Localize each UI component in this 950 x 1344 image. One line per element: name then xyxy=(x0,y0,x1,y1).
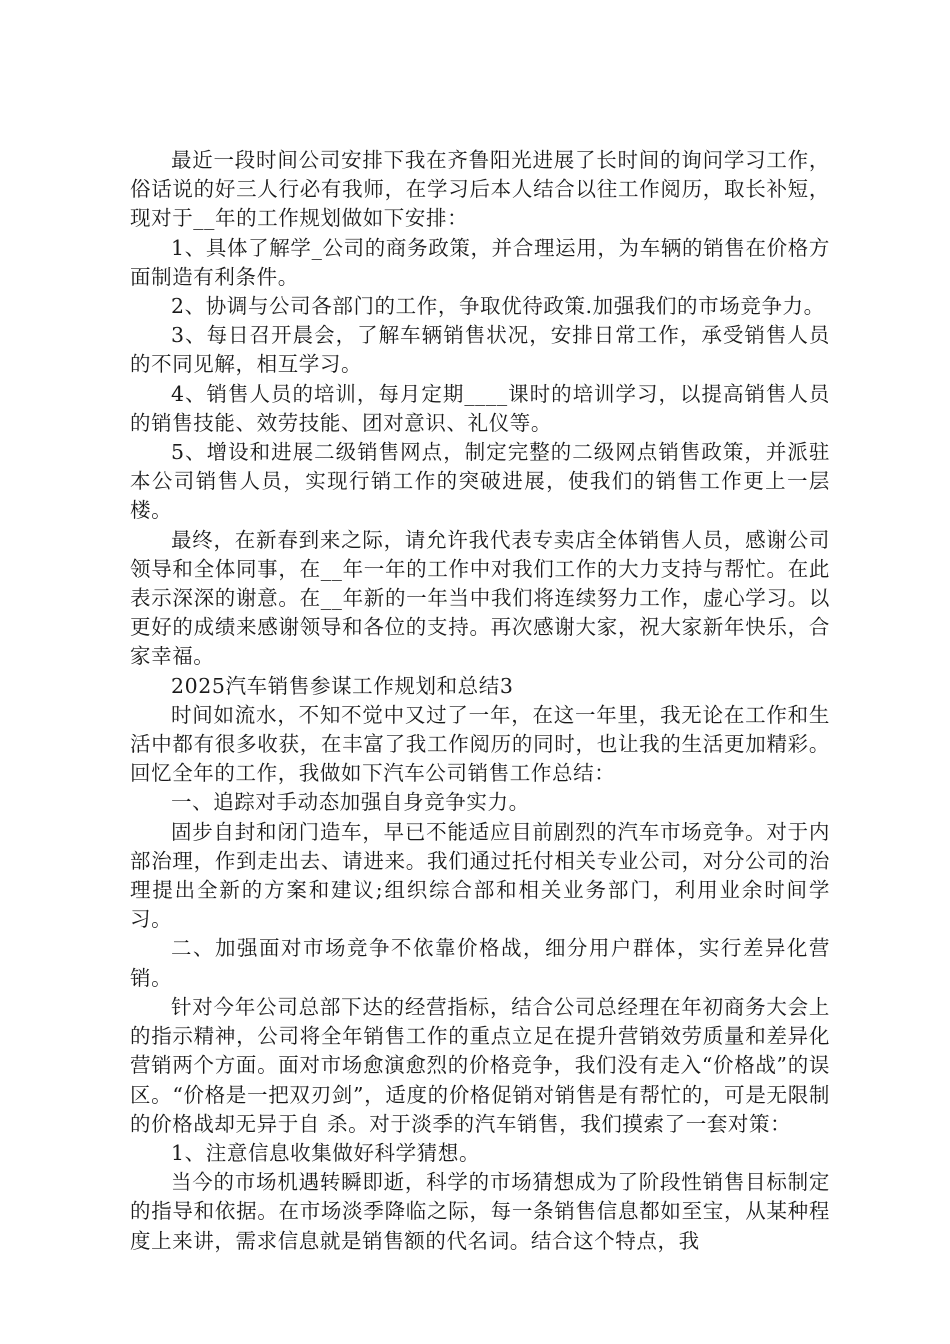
paragraph-item-2: 2、协调与公司各部门的工作，争取优待政策.加强我们的市场竞争力。 xyxy=(171,294,825,319)
paragraph-point-1: 一、追踪对手动态加强自身竞争实力。 xyxy=(171,790,530,815)
paragraph-item-4: 4、销售人员的培训，每月定期____课时的培训学习，以提高销售人员的销售技能、效劳技能、团对意识、礼仪等。 xyxy=(130,381,830,435)
paragraph-point-2-body: 针对今年公司总部下达的经营指标，结合公司总经理在年初商务大会上的指示精神，公司将全年销售工作的重点立足在提升营销效劳质量和差异化营销两个方面。面对市场愈演愈烈的价格竞争，我们没有走入“价格战”的误区。“价格是一把双刃剑”，适度的价格促销对销售是有帮忙的，可是无限制的价格战却无异于自 杀。对于淡季的汽车销售，我们摸索了一套对策： xyxy=(130,994,830,1136)
paragraph-closing: 最终，在新春到来之际，请允许我代表专卖店全体销售人员，感谢公司领导和全体同事，在__年一年的工作中对我们工作的大力支持与帮忙。在此表示深深的谢意。在__年新的一年当中我们将连续努力工作，虚心学习。以更好的成绩来感谢领导和各位的支持。再次感谢大家，祝大家新年快乐，合家幸福。 xyxy=(130,527,830,669)
section-title: 2025汽车销售参谋工作规划和总结3 xyxy=(171,673,514,698)
paragraph-subpoint-1-body: 当今的市场机遇转瞬即逝，科学的市场猜想成为了阶段性销售目标制定的指导和依据。在市场淡季降临之际，每一条销售信息都如至宝，从某种程度上来讲，需求信息就是销售额的代名词。结合这个特点，我 xyxy=(130,1170,830,1253)
paragraph-item-1: 1、具体了解学_公司的商务政策，并合理运用，为车辆的销售在价格方面制造有利条件。 xyxy=(130,235,830,289)
document-body xyxy=(130,146,830,1256)
paragraph-point-2: 二、加强面对市场竞争不依靠价格战，细分用户群体，实行差异化营销。 xyxy=(130,936,830,990)
paragraph-subpoint-1: 1、注意信息收集做好科学猜想。 xyxy=(171,1140,481,1165)
paragraph-item-3: 3、每日召开晨会，了解车辆销售状况，安排日常工作，承受销售人员的不同见解，相互学习。 xyxy=(130,323,830,377)
paragraph-point-1-body: 固步自封和闭门造车，早已不能适应目前剧烈的汽车市场竞争。对于内部治理，作到走出去、请进来。我们通过托付相关专业公司，对分公司的治理提出全新的方案和建议;组织综合部和相关业务部门，利用业余时间学习。 xyxy=(130,819,830,932)
paragraph-intro: 最近一段时间公司安排下我在齐鲁阳光进展了长时间的询问学习工作，俗话说的好三人行必有我师，在学习后本人结合以往工作阅历，取长补短，现对于__年的工作规划做如下安排： xyxy=(130,148,830,231)
paragraph-summary-intro: 时间如流水，不知不觉中又过了一年，在这一年里，我无论在工作和生活中都有很多收获，在丰富了我工作阅历的同时，也让我的生活更加精彩。回忆全年的工作，我做如下汽车公司销售工作总结： xyxy=(130,702,830,786)
paragraph-item-5: 5、增设和进展二级销售网点，制定完整的二级网点销售政策，并派驻本公司销售人员，实现行销工作的突破进展，使我们的销售工作更上一层楼。 xyxy=(130,440,830,523)
